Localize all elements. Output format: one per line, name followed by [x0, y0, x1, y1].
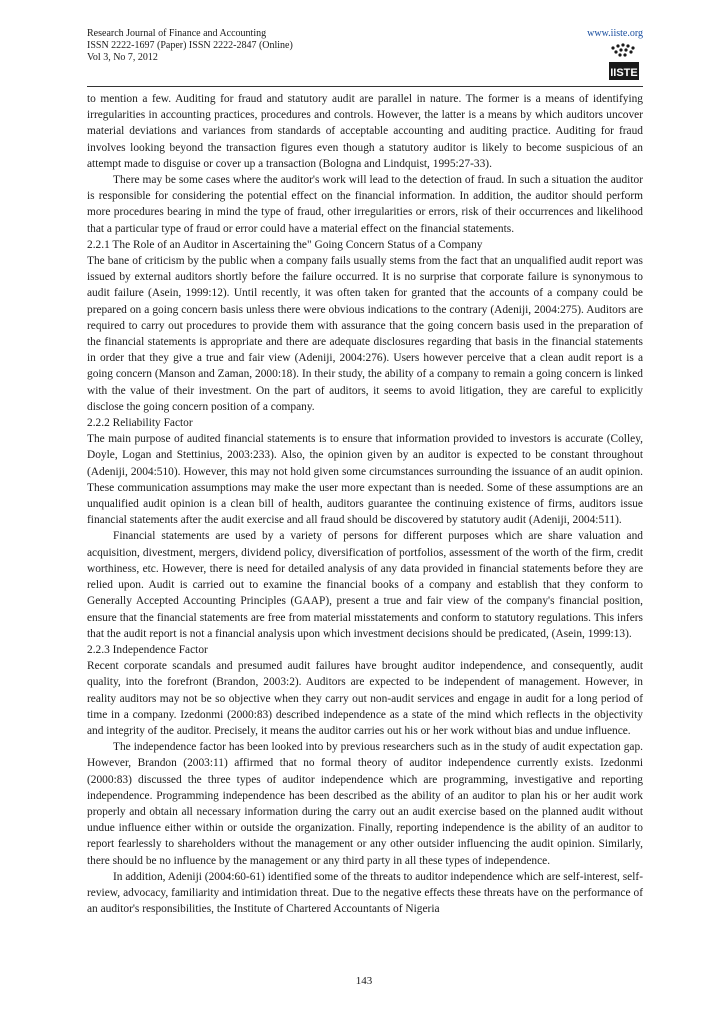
paragraph: The independence factor has been looked into by previous researchers such as in the study of audit expectation gap. However, Brandon (2003:11) affirmed that no formal theory of auditor independence currently exists. Izedonmi (2000:83) discussed the three types of auditor independence which are programming, investigative and reporting independence. Programming independence has been described as the ability of an auditor to plan his or her audit work properly and obtain all necessary information during the carry out an audit exercise based on the planned audit without undue influence either within or outside the organization. Finally, reporting independence is the ability of an auditor to report fearlessly to shareholders without the management or any other outsider influencing the audit opinion. Similarly, there should be no influence by the management or any third party in all these types of independence.: [87, 741, 643, 867]
paragraph: There may be some cases where the auditor's work will lead to the detection of fraud. In such a situation the auditor is responsible for considering the potential effect on the financial information. In addition, the auditor should perform more procedures bearing in mind the type of fraud, other irregularities or errors, risk of their occurrences and likelihood that a particular type of fraud or error could have a material effect on the financial statements.: [87, 174, 643, 235]
section-heading: 2.2.2 Reliability Factor: [87, 417, 193, 430]
journal-title: Research Journal of Finance and Accounting: [87, 28, 267, 39]
journal-issn: ISSN 2222-1697 (Paper) ISSN 2222-2847 (Online): [87, 40, 293, 51]
paragraph: The bane of criticism by the public when a company fails usually stems from the fact that an unqualified audit report was issued by external auditors shortly before the failure occurred. It is no surprise that corporate failure is synonymous to audit failure (Asein, 1999:12). Until recently, it was often taken for granted that the accounts of a company could be prepared on a going concern basis unless there were obvious indications to the contrary (Adeniji, 2004:275). Auditors are required to carry out procedures to provide them with assurance that the going concern basis used in the preparation of the financial statements is appropriate and there are adequate disclosures regarding that basis in the financial statements in order that they give a true and fair view (Adeniji, 2004:276). Users however perceive that a clean audit report is a going concern (Manson and Zaman, 2000:18). In their study, the ability of a company to remain a going concern is linked with the value of their investment. On the part of auditors, it seems to avoid litigation, they are careful to explicitly disclose the going concern position of a company.: [87, 255, 643, 413]
svg-text:IISTE: IISTE: [610, 67, 638, 79]
iiste-logo: [607, 42, 641, 83]
header-rule: [87, 86, 643, 87]
journal-info: [87, 28, 293, 64]
paragraph: In addition, Adeniji (2004:60-61) identified some of the threats to auditor independence which are self-interest, self-review, advocacy, familiarity and intimidation threat. Due to the negative effects these threats have on the performance of an auditor's responsibilities, the Institute of Chartered Accountants of Nigeria: [87, 870, 643, 916]
paragraph: The main purpose of audited financial statements is to ensure that information provided to investors is accurate (Colley, Doyle, Logan and Stettinius, 2003:233). Also, the opinion given by an auditor is expected to be constant throughout (Adeniji, 2004:510). However, this may not hold given some circumstances surrounding the issuance of an audit opinion. These communication assumptions may make the user more expectant than is needed. Some of these assumptions are an unqualified audit opinion is a clean bill of health, auditors guarantee the continuing existence of firms, auditors issue financial statements after the audit exercise and all fraud should be discovered by statutory audit (Adeniji, 2004:511).: [87, 433, 643, 527]
paragraph: to mention a few. Auditing for fraud and statutory audit are parallel in nature. The former is a means of identifying irregularities in accounting practices, procedures and controls. However, the latter is a means by which auditors uncover material deviations and variances from standards of acceptable accounting and auditing practice. Auditing for fraud involves looking beyond the transaction figures even though a statutory auditor is likely to become suspicious of an attempt made to disguise or cover up a transaction (Bologna and Lindquist, 1995:27-33).: [87, 93, 643, 170]
section-heading: 2.2.1 The Role of an Auditor in Ascertaining the" Going Concern Status of a Company: [87, 238, 483, 251]
page-header: [87, 28, 643, 88]
paragraph: Recent corporate scandals and presumed audit failures have brought auditor independence, and consequently, audit quality, into the forefront (Brandon, 2003:2). Auditors are expected to be independent of management. However, in reality auditors may not be so objective when they carry out non-audit services and engage in audit for a long period of time in a company. Izedonmi (2000:83) described independence as a state of the mind which reflects in the objectivity and integrity of the auditor. Precisely, it means the auditor carries out his or her work without bias and undue influence.: [87, 660, 643, 737]
article-body: [87, 91, 643, 917]
section-heading: 2.2.3 Independence Factor: [87, 643, 208, 656]
paragraph: Financial statements are used by a variety of persons for different purposes which are share valuation and acquisition, divestment, mergers, dividend policy, diversification of portfolios, assessment of the worth of the firm, credit worthiness, etc. However, there is need for detailed analysis of any data provided in financial statements before they are relied upon. Audit is carried out to examine the financial books of a company and establish that they conform to Generally Accepted Accounting Principles (GAAP), present a true and fair view of the company's financial position, ensure that the financial statements are free from material misstatements and conform to statutory regulations. This infers that the audit report is not a financial analysis upon which investment decisions should be predicated, (Asein, 1999:13).: [87, 530, 643, 640]
journal-volume: Vol 3, No 7, 2012: [87, 52, 158, 63]
journal-url[interactable]: www.iiste.org: [587, 28, 643, 39]
page-number: 143: [355, 975, 373, 987]
